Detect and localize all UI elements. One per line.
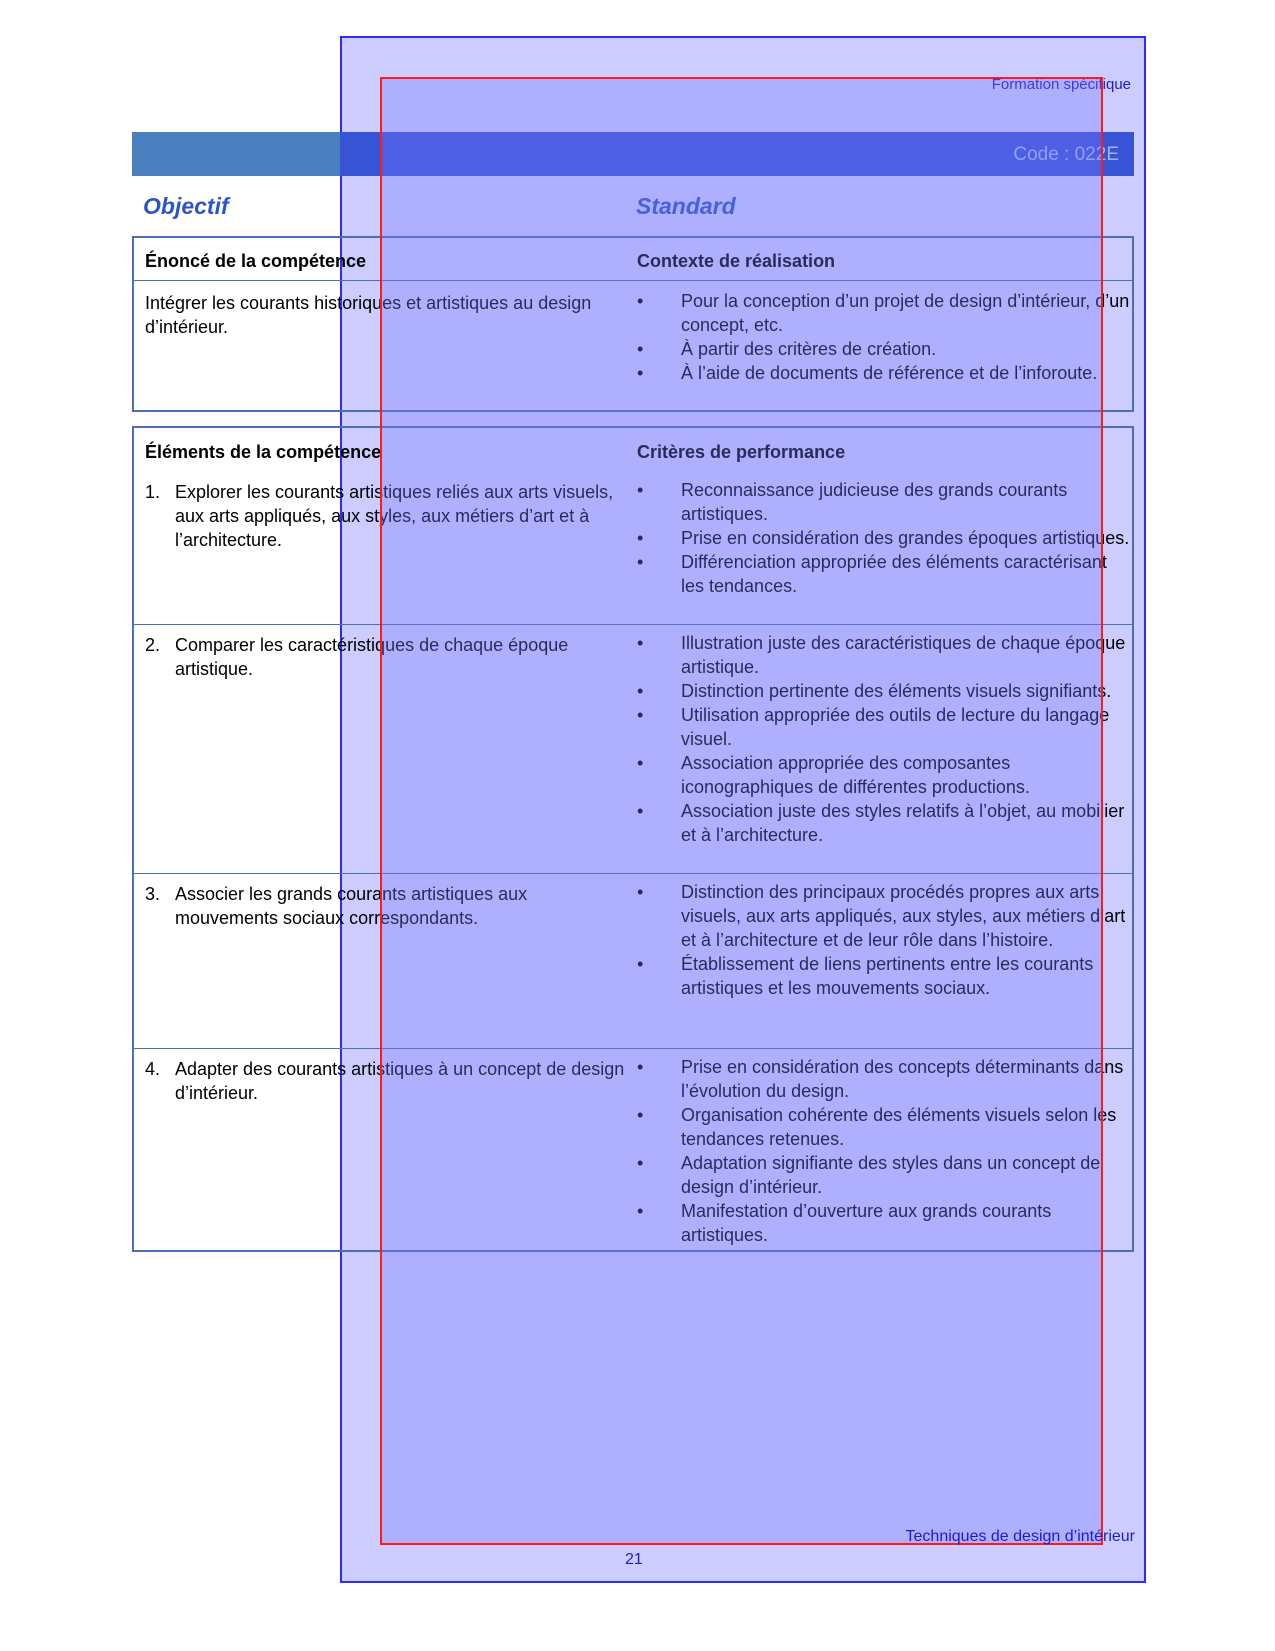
element-number: 1. [145,482,161,502]
bullet-icon: • [637,1153,644,1173]
header-enonce: Énoncé de la compétence [145,251,367,271]
standard-title: Standard [636,193,736,219]
criterion-text: Distinction pertinente des éléments visuels signifiants. [681,681,1112,701]
header-contexte: Contexte de réalisation [637,251,836,271]
element-text: Comparer les caractéristiques de chaque époque artistique. [175,635,569,679]
objectif-title: Objectif [143,193,229,219]
bullet-icon: • [637,882,644,902]
criterion-text: Distinction des principaux procédés propres aux arts visuels, aux arts appliqués, aux styles, aux métiers d’art et à l’architecture et de leur rôle dans l’histoire. [681,882,1126,950]
element-text: Associer les grands courants artistiques aux mouvements sociaux correspondants. [175,884,528,928]
bullet-icon: • [637,1057,644,1077]
header-elements: Éléments de la compétence [145,442,382,462]
bullet-icon: • [637,291,644,311]
criterion-text: Adaptation signifiante des styles dans un concept de design d’intérieur. [681,1153,1101,1197]
bullet-icon: • [637,753,644,773]
bullet-icon: • [637,480,644,500]
element-text: Adapter des courants artistiques à un concept de design d’intérieur. [175,1059,625,1103]
criterion-text: Prise en considération des concepts déterminants dans l’évolution du design. [681,1057,1124,1101]
context-item-text: À partir des critères de création. [681,339,937,359]
competency-code: Code : 022E [1013,144,1119,165]
bullet-icon: • [637,339,644,359]
bullet-icon: • [637,633,644,653]
bullet-icon: • [637,954,644,974]
element-text: Explorer les courants artistiques reliés aux arts visuels, aux arts appliqués, aux styles, aux métiers d’art et à l’architecture. [175,482,614,550]
page-number: 21 [625,1551,643,1568]
bullet-icon: • [637,528,644,548]
criterion-text: Association appropriée des composantes iconographiques de différentes productions. [681,753,1030,797]
context-item-text: Pour la conception d’un projet de design d’intérieur, d’un concept, etc. [681,291,1130,335]
criterion-text: Manifestation d’ouverture aux grands courants artistiques. [681,1201,1052,1245]
bullet-icon: • [637,552,644,572]
element-number: 2. [145,635,161,655]
header-criteres: Critères de performance [637,442,846,462]
program-footer: Techniques de design d’intérieur [905,1528,1135,1545]
bullet-icon: • [637,1201,644,1221]
criterion-text: Reconnaissance judicieuse des grands courants artistiques. [681,480,1068,524]
criterion-text: Utilisation appropriée des outils de lecture du langage visuel. [681,705,1110,749]
criterion-text: Établissement de liens pertinents entre les courants artistiques et les mouvements sociaux. [681,954,1094,998]
criterion-text: Organisation cohérente des éléments visuels selon les tendances retenues. [681,1105,1117,1149]
overlay-inner-region [380,77,1103,1545]
element-number: 4. [145,1059,161,1079]
bullet-icon: • [637,801,644,821]
bullet-icon: • [637,705,644,725]
criterion-text: Différenciation appropriée des éléments caractérisant les tendances. [681,552,1107,596]
element-number: 3. [145,884,161,904]
document-section-label: Formation spécifique [991,76,1131,93]
criterion-text: Illustration juste des caractéristiques de chaque époque artistique. [681,633,1126,677]
bullet-icon: • [637,681,644,701]
criterion-text: Association juste des styles relatifs à l’objet, au mobilier et à l’architecture. [681,801,1125,845]
criterion-text: Prise en considération des grandes époques artistiques. [681,528,1130,548]
context-item-text: À l’aide de documents de référence et de l’inforoute. [681,363,1098,383]
bullet-icon: • [637,1105,644,1125]
competency-statement: Intégrer les courants historiques et artistiques au design d’intérieur. [145,293,592,337]
bullet-icon: • [637,363,644,383]
